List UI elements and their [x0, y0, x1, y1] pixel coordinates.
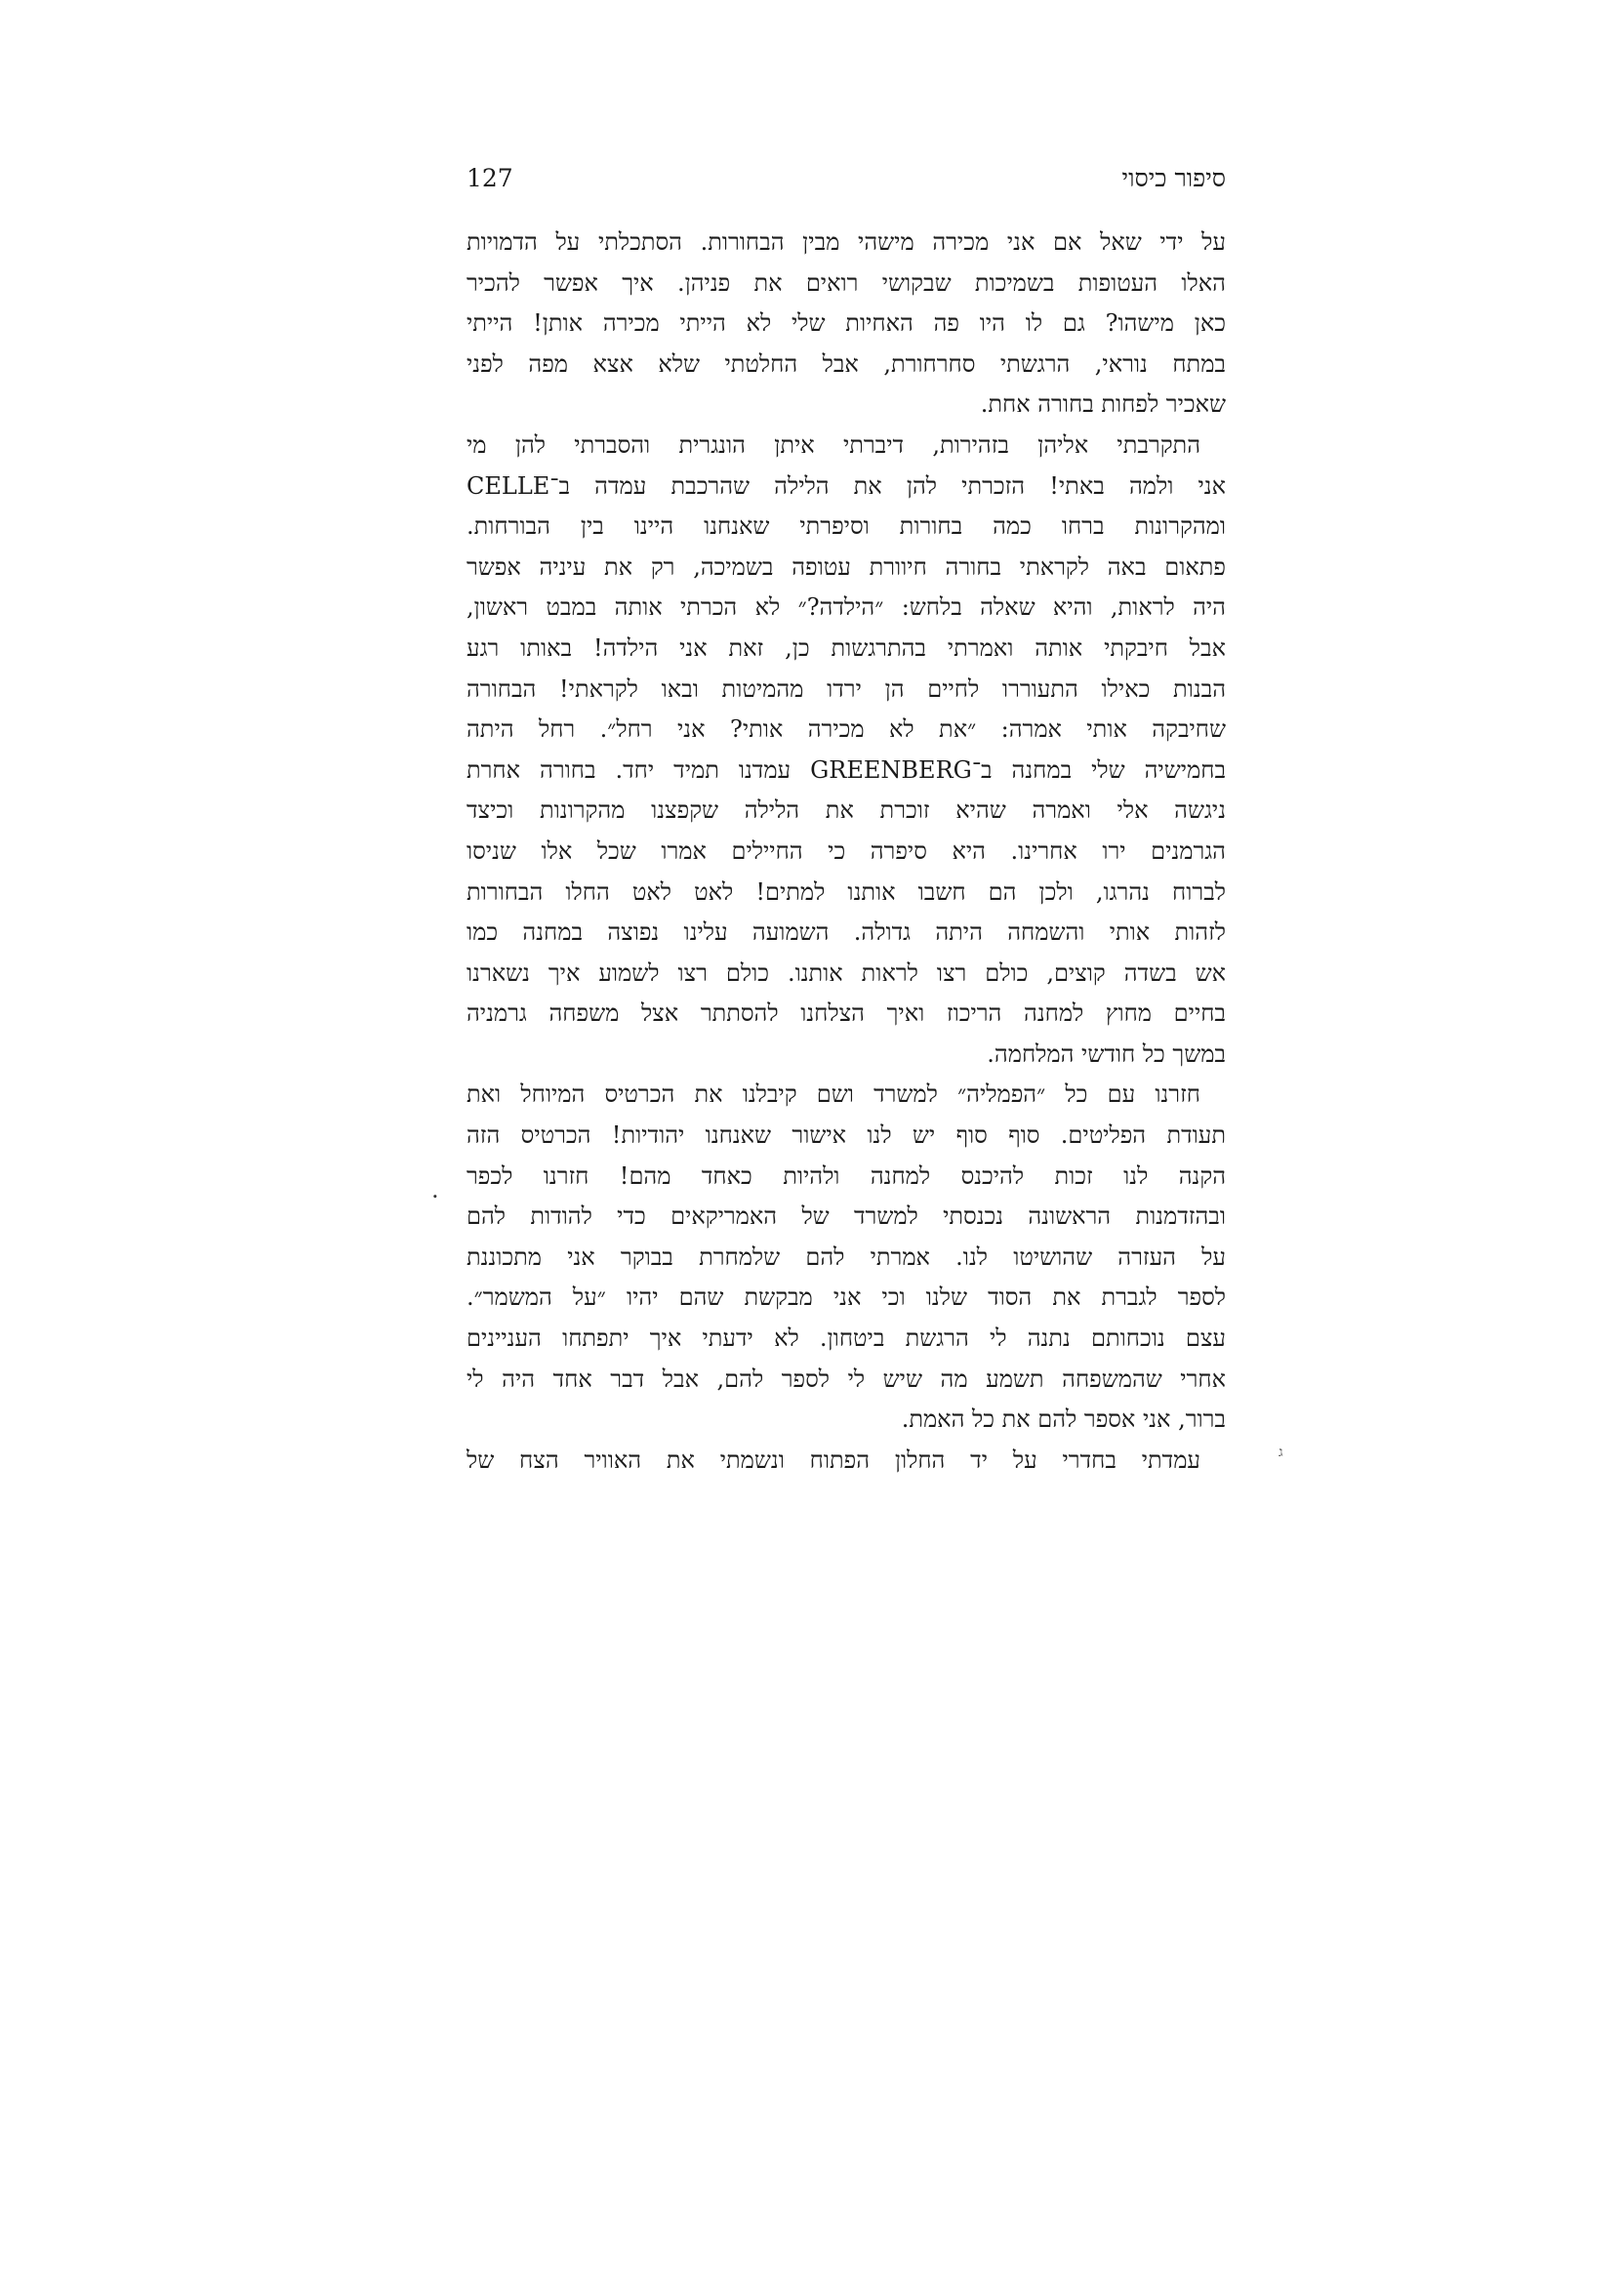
text-line: האלו העטופות בשמיכות שבקושי רואים את פניהן. איך אפשר להכיר [467, 268, 1226, 297]
text-line: בחמישיה שלי במחנה ב־GREENBERG עמדנו תמיד יחד. בחורה אחרת [467, 755, 1226, 784]
text-line: הגרמנים ירו אחרינו. היא סיפרה כי החיילים אמרו שכל אלו שניסו [467, 836, 1226, 865]
text-line: ניגשה אלי ואמרה שהיא זוכרת את הלילה שקפצנו מהקרונות וכיצד [467, 796, 1226, 825]
paragraph-first-line: עמדתי בחדרי על יד החלון הפתוח ונשמתי את האוויר הצח של [467, 1445, 1200, 1474]
scan-speck-mark: ג [1279, 1445, 1283, 1460]
text-line: אש בשדה קוצים, כולם רצו לראות אותנו. כולם רצו לשמוע איך נשארנו [467, 958, 1226, 987]
text-line: שחיבקה אותי אמרה: ״את לא מכירה אותי? אני רחל״. רחל היתה [467, 715, 1226, 744]
text-line: ובהזדמנות הראשונה נכנסתי למשרד של האמריקאים כדי להודות להם [467, 1202, 1226, 1231]
text-line: פתאום באה לקראתי בחורה חיוורת עטופה בשמיכה, רק את עיניה אפשר [467, 552, 1226, 581]
text-line: שאכיר לפחות בחורה אחת. [980, 390, 1226, 419]
margin-dot-mark: . [431, 1176, 439, 1203]
text-line: לספר לגברת את הסוד שלנו וכי אני מבקשת שהם יהיו ״על המשמר״. [467, 1283, 1226, 1312]
page-header [467, 164, 1226, 203]
paragraph-first-line: חזרנו עם כל ״הפמליה״ למשרד ושם קיבלנו את הכרטיס המיוחל ואת [467, 1080, 1200, 1109]
text-line: כאן מישהו? גם לו היו פה האחיות שלי לא הייתי מכירה אותן! הייתי [467, 309, 1226, 338]
text-line: לברוח נהרגו, ולכן הם חשבו אותנו למתים! לאט לאט החלו הבחורות [467, 877, 1226, 906]
text-line: אבל חיבקתי אותה ואמרתי בהתרגשות כן, זאת אני הילדה! באותו רגע [467, 633, 1226, 662]
text-line: הקנה לנו זכות להיכנס למחנה ולהיות כאחד מהם! חזרנו לכפר [467, 1161, 1226, 1190]
text-line: במתח נוראי, הרגשתי סחרחורת, אבל החלטתי שלא אצא מפה לפני [467, 349, 1226, 378]
text-line: בחיים מחוץ למחנה הריכוז ואיך הצלחנו להסתתר אצל משפחה גרמניה [467, 999, 1226, 1028]
body-text [467, 223, 1226, 1481]
text-line: על ידי שאל אם אני מכירה מישהי מבין הבחורות. הסתכלתי על הדמויות [467, 228, 1226, 256]
text-line: אני ולמה באתי! הזכרתי להן את הלילה שהרכבת עמדה ב־CELLE [467, 471, 1226, 500]
text-line: ברור, אני אספר להם את כל האמת. [901, 1405, 1226, 1434]
text-line: על העזרה שהושיטו לנו. אמרתי להם שלמחרת בבוקר אני מתכוננת [467, 1242, 1226, 1271]
running-title: סיפור כיסוי [1121, 164, 1226, 192]
text-line: במשך כל חודשי המלחמה. [987, 1039, 1226, 1068]
text-line: ומהקרונות ברחו כמה בחורות וסיפרתי שאנחנו היינו בין הבורחות. [467, 512, 1226, 541]
page-number: 127 [467, 164, 513, 192]
paragraph-first-line: התקרבתי אליהן בזהירות, דיברתי איתן הונגרית והסברתי להן מי [467, 430, 1200, 459]
text-line: עצם נוכחותם נתנה לי הרגשת ביטחון. לא ידעתי איך יתפתחו העניינים [467, 1324, 1226, 1353]
text-line: לזהות אותי והשמחה היתה גדולה. השמועה עלינו נפוצה במחנה כמו [467, 918, 1226, 947]
text-line: הבנות כאילו התעוררו לחיים הן ירדו מהמיטות ובאו לקראתי! הבחורה [467, 674, 1226, 703]
text-line: אחרי שהמשפחה תשמע מה שיש לי לספר להם, אבל דבר אחד היה לי [467, 1364, 1226, 1393]
text-line: תעודת הפליטים. סוף סוף יש לנו אישור שאנחנו יהודיות! הכרטיס הזה [467, 1121, 1226, 1150]
text-line: היה לראות, והיא שאלה בלחש: ״הילדה?״ לא הכרתי אותה במבט ראשון, [467, 593, 1226, 622]
